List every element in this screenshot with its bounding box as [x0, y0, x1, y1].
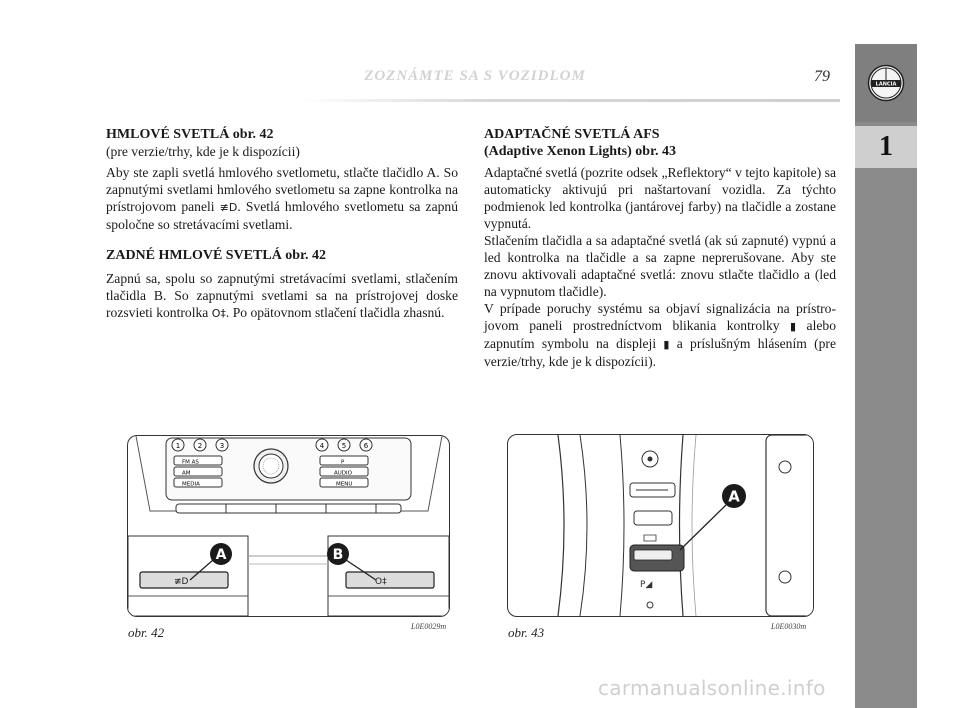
- switch-column: [630, 451, 684, 608]
- dashboard-illustration: [128, 436, 449, 616]
- figure-42-caption: obr. 42: [128, 625, 165, 640]
- fog-lights-heading: HMLOVÉ SVETLÁ obr. 42: [106, 127, 274, 142]
- afs-paragraph-2: Stlačením tlačidla a sa adaptačné svetlá (ak sú zapnuté) vypnú a led kontrolka na tlačidle a sa zapne neprerušovane. Aby ste znovu aktivovali adaptačné svetlá: znovu stlačte tlačidlo a (led na vypnutom tlačidle).: [484, 233, 836, 299]
- callout-a: A: [215, 547, 227, 563]
- am-label: AM: [182, 470, 191, 477]
- lancia-logo-icon: [867, 64, 905, 102]
- preset-6: 6: [363, 442, 369, 450]
- rear-fog-lights-heading: ZADNÉ HMLOVÉ SVETLÁ obr. 42: [106, 248, 327, 263]
- front-fog-light-icon: ≢D: [219, 201, 238, 214]
- right-column: [484, 126, 836, 370]
- afs-display-icon: ▮: [663, 338, 670, 351]
- preset-1: 1: [175, 442, 181, 450]
- callout-a-fig43: A: [728, 487, 740, 506]
- fm-label: FM AS: [182, 459, 199, 466]
- callout-b: B: [332, 547, 344, 563]
- preset-5: 5: [341, 442, 347, 450]
- menu-label: MENU: [336, 481, 353, 488]
- logo-text: LANCIA: [875, 81, 897, 88]
- running-header-title: ZOZNÁMTE SA S VOZIDLOM: [364, 68, 586, 84]
- afs-switch-illustration: [508, 435, 813, 616]
- figure-43-caption: obr. 43: [508, 625, 545, 640]
- afs-paragraph-3: V prípade poruchy systému sa objaví signalizácia na prístrojovom paneli prostredníctvom blikania kontrolky ▮ alebo zapnutím symbolu na displeji ▮ a príslušným hlásením (pre verzie/trhy, kde je k dispozícii).: [484, 301, 836, 369]
- rear-fog-button-icon: O‡: [375, 577, 387, 587]
- figure-43-afs-switch: [507, 434, 814, 617]
- media-label: MEDIA: [182, 481, 200, 488]
- page-number: 79: [814, 68, 830, 85]
- fog-lights-paragraph: Aby ste zapli svetlá hmlového svetlometu, stlačte tlačidlo A. So zapnutými svetlami hmlového svetlometu sa zapne kontrolka na prístrojovom paneli ≢D. Svetlá hmlového svetlometu sa zapnú spoločne so stretávacími svetlami.: [106, 165, 459, 232]
- header-rule: [300, 99, 840, 102]
- afs-paragraph-1: Adaptačné svetlá (pozrite odsek „Reflektory“ v tejto kapitole) sa automaticky aktivujú pri naštartovaní vozidla. Za týchto podmienok led kontrolka (jantárovej farby) na tlačidle a zostane vypnutá.: [484, 165, 836, 231]
- right-radio-buttons: [320, 456, 368, 488]
- left-column: [106, 126, 458, 322]
- afs-heading: ADAPTAČNÉ SVETLÁ AFS: [484, 127, 660, 142]
- left-radio-buttons: [174, 456, 222, 488]
- p-label: P: [341, 459, 345, 466]
- figure-42-code: L0E0029m: [411, 622, 447, 631]
- preset-2: 2: [197, 442, 203, 450]
- figure-42-dashboard: [127, 435, 450, 617]
- fog-lights-availability: (pre verzie/trhy, kde je k dispozícii): [106, 144, 300, 159]
- park-assist-icon: P◢: [640, 580, 653, 590]
- preset-3: 3: [219, 442, 225, 450]
- afs-subheading: (Adaptive Xenon Lights) obr. 43: [484, 144, 677, 159]
- preset-4: 4: [319, 442, 325, 450]
- rear-fog-lights-paragraph: Zapnú sa, spolu so zapnutými stretávacími svetlami, stlačením tlačidla B. So zapnutými svetlami sa na prístrojovej doske rozsvieti kontrolka O‡. Po opätovnom stlačení tlačidla zhasnú.: [106, 271, 458, 320]
- audio-label: AUDIO: [334, 470, 352, 477]
- chapter-number: 1: [855, 126, 917, 168]
- front-fog-button-icon: ≢D: [174, 577, 189, 587]
- afs-warning-icon: ▮: [790, 320, 797, 333]
- rear-fog-light-icon: O‡: [211, 307, 226, 320]
- figure-43-code: L0E0030m: [771, 622, 807, 631]
- rear-fog-button: [346, 572, 434, 588]
- watermark: carmanualsonline.info: [598, 676, 826, 700]
